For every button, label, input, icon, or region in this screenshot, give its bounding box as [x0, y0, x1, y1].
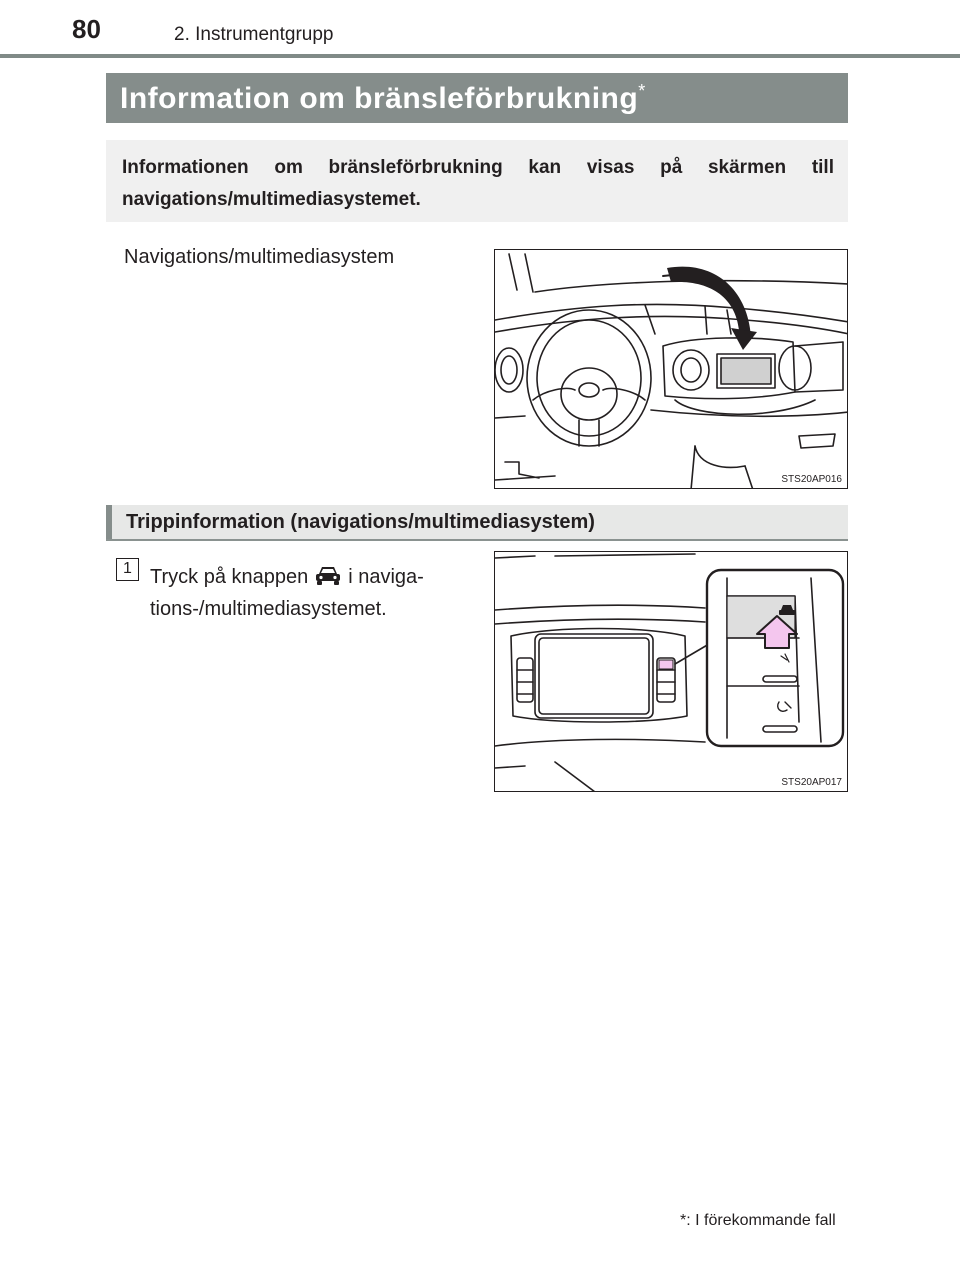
subsection-title: Trippinformation (navigations/multimediasystem)	[126, 511, 595, 533]
step-text-before: Tryck på knappen	[150, 566, 309, 588]
header-rule	[0, 54, 960, 58]
dashboard-drawing	[495, 250, 848, 489]
car-icon	[314, 564, 342, 586]
multimedia-button-illustration	[494, 551, 848, 792]
section-title	[120, 81, 646, 116]
figure-caption: Navigations/multimediasystem	[124, 246, 395, 268]
step-line-2: tions-/multimediasystemet.	[150, 598, 387, 620]
section-banner	[106, 73, 848, 123]
section-title-text: Information om bränsleförbrukning	[120, 82, 639, 115]
footnote-mark: *	[680, 1212, 687, 1229]
subsection-accent-bar	[106, 505, 112, 539]
dashboard-illustration	[494, 249, 848, 489]
page-number: 80	[72, 14, 101, 44]
multimedia-drawing	[495, 552, 848, 792]
footnote	[680, 1212, 836, 1230]
figure-code: STS20AP017	[781, 777, 842, 788]
step-text	[150, 561, 478, 625]
step-line-1	[150, 561, 478, 593]
footnote-text: : I förekommande fall	[686, 1212, 836, 1229]
title-footnote-mark: *	[638, 81, 646, 101]
subsection-banner	[106, 505, 848, 541]
figure-code: STS20AP016	[781, 474, 842, 485]
step-text-after: i naviga-	[348, 566, 424, 588]
intro-box	[106, 140, 848, 222]
intro-text: Informationen om bränsleförbrukning kan visas på skärmen till navigations/multimediasystemet.	[122, 157, 834, 210]
step-number: 1	[116, 558, 139, 581]
chapter-title: 2. Instrumentgrupp	[174, 24, 334, 45]
